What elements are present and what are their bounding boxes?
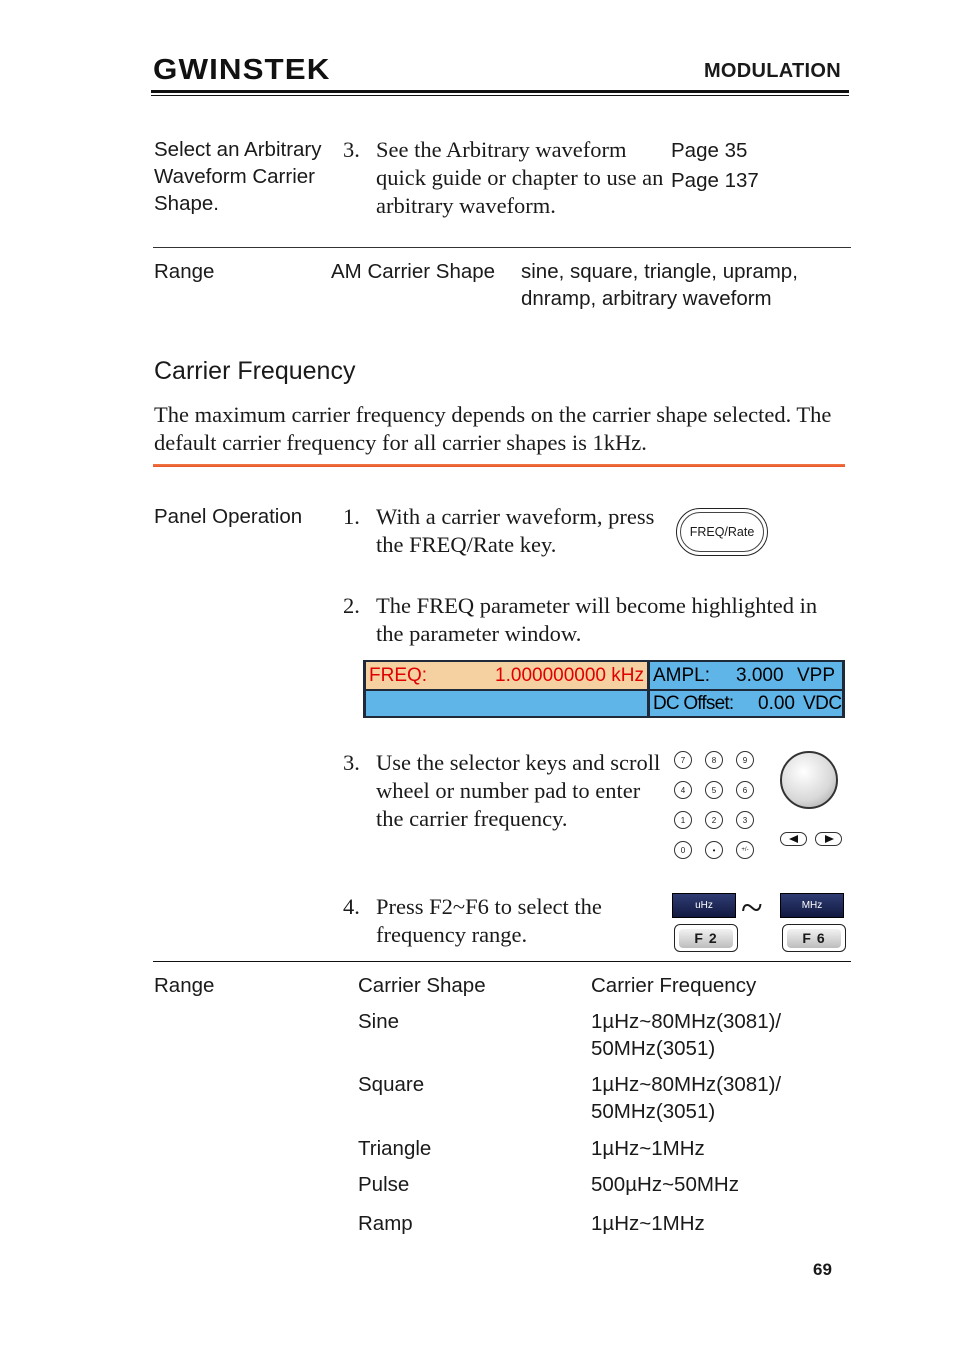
key-2[interactable]: 2 [705, 811, 723, 829]
uhz-softkey-label: uHz [672, 893, 736, 918]
key-decimal[interactable]: • [705, 841, 723, 859]
step-4-number: 4. [343, 894, 360, 919]
header-rule-thin [151, 95, 849, 96]
table-row-freq: 500µHz~50MHz [591, 1173, 739, 1196]
table-row-shape: Ramp [358, 1212, 413, 1235]
key-1[interactable]: 1 [674, 811, 692, 829]
lcd-blank-row [366, 691, 647, 716]
carrier-frequency-header: Carrier Frequency [591, 974, 757, 997]
page-number: 69 [813, 1260, 832, 1279]
key-7[interactable]: 7 [674, 751, 692, 769]
arb-page-ref-1: Page 35 [671, 139, 748, 162]
step-3-number: 3. [343, 750, 360, 775]
table-row-freq: 1µHz~1MHz [591, 1137, 705, 1160]
scroll-wheel[interactable] [780, 751, 838, 809]
range-label: Range [154, 260, 215, 283]
lcd-dc-unit: VDC [803, 693, 842, 714]
left-arrow-key[interactable] [780, 832, 807, 846]
step-4-text: Press F2~F6 to select the frequency range. [376, 894, 602, 947]
lcd-ampl-label: AMPL: [653, 665, 711, 686]
step-1-text: With a carrier waveform, press the FREQ/Rate key. [376, 504, 655, 557]
table-row-freq: 1µHz~80MHz(3081)/ 50MHz(3051) [591, 1010, 782, 1060]
key-9[interactable]: 9 [736, 751, 754, 769]
table-row-shape: Square [358, 1073, 425, 1096]
lcd-ampl-cell [650, 662, 842, 689]
lcd-freq-value: 1.000000000 kHz [495, 665, 644, 686]
table-row-freq: 1µHz~1MHz [591, 1212, 705, 1235]
step-2-text: The FREQ parameter will become highlighted in the parameter window. [376, 593, 818, 646]
step-3-text: Use the selector keys and scroll wheel or number pad to enter the carrier frequency. [376, 750, 661, 831]
key-5[interactable]: 5 [705, 781, 723, 799]
lcd-dc-cell [650, 691, 842, 716]
lcd-dc-value: 0.00 [758, 693, 795, 714]
lcd-ampl-value: 3.000 [736, 665, 784, 686]
section-intro: The maximum carrier frequency depends on the carrier shape selected. The default carrier frequency for all carrier shapes is 1kHz. [154, 402, 832, 455]
key-8[interactable]: 8 [705, 751, 723, 769]
lcd-dc-label: DC Offset: [653, 693, 734, 714]
range-divider [153, 961, 851, 962]
left-arrow-icon [788, 835, 800, 843]
row-divider [153, 247, 851, 248]
f2-key[interactable] [674, 924, 738, 952]
step-1-number: 1. [343, 504, 360, 529]
key-4[interactable]: 4 [674, 781, 692, 799]
arb-page-ref-2: Page 137 [671, 169, 759, 192]
freq-highlight [366, 662, 647, 689]
panel-operation-label: Panel Operation [154, 505, 303, 528]
mhz-softkey-label: MHz [780, 893, 844, 918]
key-3[interactable]: 3 [736, 811, 754, 829]
table-row-shape: Pulse [358, 1173, 410, 1196]
table-row-shape: Sine [358, 1010, 400, 1033]
freq-rate-key-label: FREQ/Rate [680, 512, 764, 552]
arb-step-number: 3. [343, 137, 360, 162]
f6-key-label: F 6 [787, 929, 841, 948]
lcd-freq-label: FREQ: [369, 665, 428, 686]
step-2-number: 2. [343, 593, 360, 618]
arb-row-label: Select an Arbitrary Waveform Carrier Shape. [154, 138, 322, 215]
arb-step-text: See the Arbitrary waveform quick guide or chapter to use an arbitrary waveform. [376, 137, 664, 218]
f2-key-label: F 2 [679, 929, 733, 948]
section-divider [153, 464, 845, 467]
range2-label: Range [154, 974, 215, 997]
parameter-window [363, 660, 845, 718]
freq-rate-key[interactable] [676, 508, 768, 556]
right-arrow-key[interactable] [815, 832, 842, 846]
table-row-shape: Triangle [358, 1137, 432, 1160]
carrier-shape-header: Carrier Shape [358, 974, 486, 997]
header-rule [151, 90, 849, 93]
gw-instek-logo: GWINSTEK [153, 54, 331, 86]
am-carrier-shape-label: AM Carrier Shape [331, 260, 496, 283]
key-0[interactable]: 0 [674, 841, 692, 859]
table-row-freq: 1µHz~80MHz(3081)/ 50MHz(3051) [591, 1073, 782, 1123]
am-carrier-shape-values: sine, square, triangle, upramp, dnramp, arbitrary waveform [521, 260, 798, 310]
right-arrow-icon [823, 835, 835, 843]
key-plus-minus[interactable]: +/- [736, 841, 754, 859]
range-tilde: ~ [741, 885, 763, 930]
f6-key[interactable] [782, 924, 846, 952]
section-header: MODULATION [703, 60, 841, 82]
lcd-ampl-unit: VPP [797, 665, 836, 686]
key-6[interactable]: 6 [736, 781, 754, 799]
section-title: Carrier Frequency [154, 357, 356, 385]
